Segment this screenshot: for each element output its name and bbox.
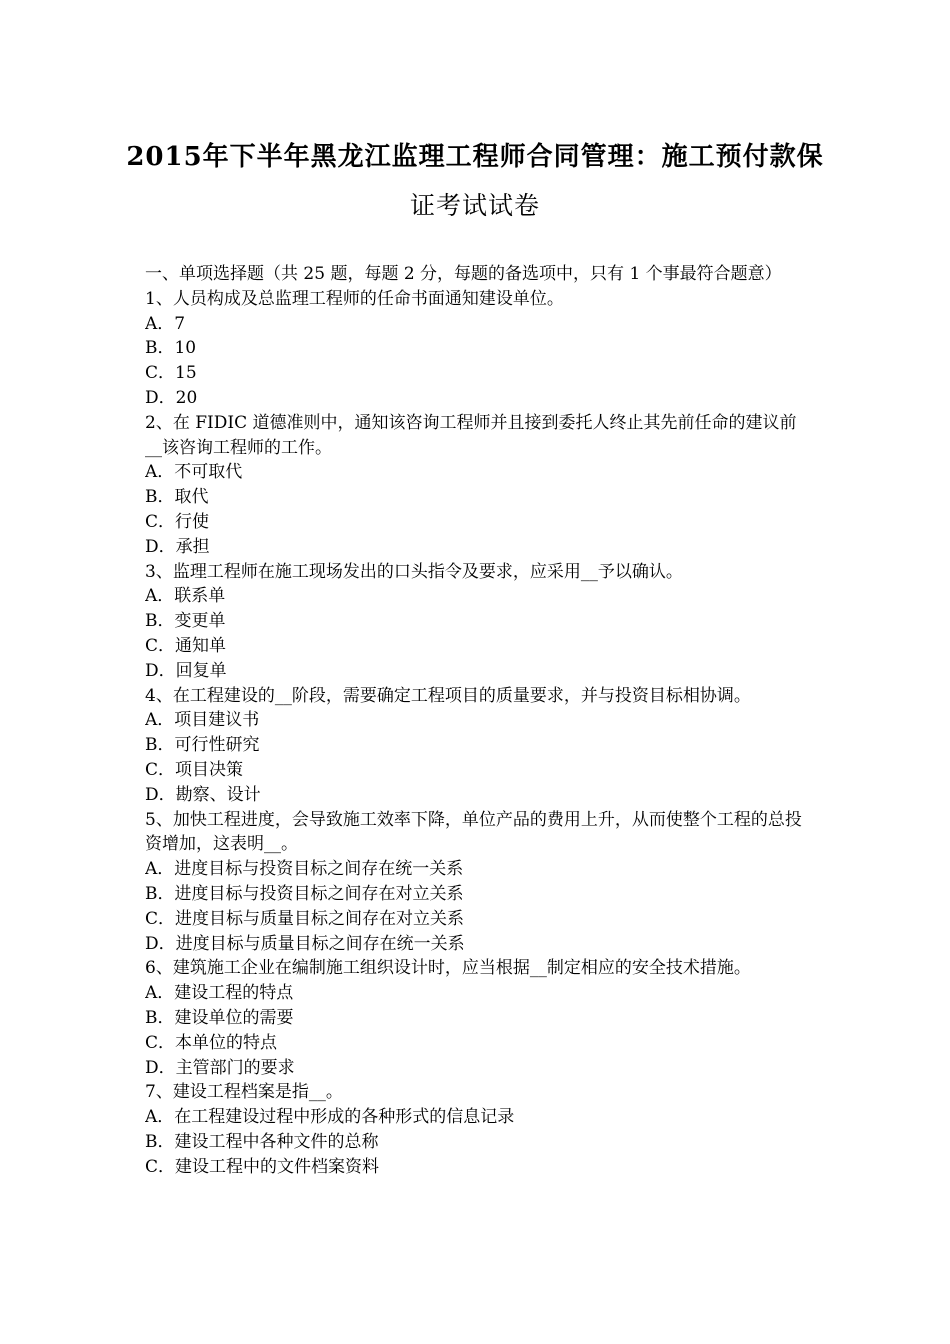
option-c: C．进度目标与质量目标之间存在对立关系 bbox=[145, 908, 465, 929]
question-stem: 4、在工程建设的__阶段，需要确定工程项目的质量要求，并与投资目标相协调。 bbox=[145, 685, 751, 706]
question-stem: 3、监理工程师在施工现场发出的口头指令及要求，应采用__予以确认。 bbox=[145, 561, 683, 582]
option-c: C．行使 bbox=[145, 511, 210, 532]
question-1 bbox=[145, 287, 810, 411]
option-d: D．回复单 bbox=[145, 660, 227, 681]
question-3 bbox=[145, 560, 810, 684]
question-stem: 5、加快工程进度，会导致施工效率下降，单位产品的费用上升，从而使整个工程的总投资增加，这表明__。 bbox=[145, 809, 802, 855]
option-b: B．10 bbox=[145, 338, 197, 359]
option-b: B．取代 bbox=[145, 487, 209, 508]
option-c: C．通知单 bbox=[145, 635, 227, 656]
option-b: B．建设工程中各种文件的总称 bbox=[145, 1131, 379, 1152]
question-stem: 6、建筑施工企业在编制施工组织设计时，应当根据__制定相应的安全技术措施。 bbox=[145, 958, 751, 979]
question-4 bbox=[145, 684, 810, 808]
option-a: A．项目建议书 bbox=[145, 710, 260, 731]
option-d: D．勘察、设计 bbox=[145, 784, 261, 805]
document-title-line-1: 2015年下半年黑龙江监理工程师合同管理：施工预付款保 bbox=[126, 142, 824, 172]
option-b: B．进度目标与投资目标之间存在对立关系 bbox=[145, 883, 464, 904]
question-stem: 7、建设工程档案是指__。 bbox=[145, 1082, 343, 1103]
option-a: A．不可取代 bbox=[145, 462, 243, 483]
question-stem: 1、人员构成及总监理工程师的任命书面通知建设单位。 bbox=[145, 288, 564, 309]
option-c: C．本单位的特点 bbox=[145, 1032, 278, 1053]
option-b: B．建设单位的需要 bbox=[145, 1007, 294, 1028]
option-b: B．变更单 bbox=[145, 611, 226, 632]
option-a: A．进度目标与投资目标之间存在统一关系 bbox=[145, 859, 464, 880]
document-body bbox=[145, 262, 810, 1179]
option-a: A．7 bbox=[145, 313, 186, 334]
option-d: D．20 bbox=[145, 387, 198, 408]
option-d: D．主管部门的要求 bbox=[145, 1057, 295, 1078]
section-heading: 一、单项选择题（共 25 题，每题 2 分，每题的备选项中，只有 1 个事最符合题意） bbox=[145, 264, 782, 284]
question-6 bbox=[145, 956, 810, 1080]
option-c: C．项目决策 bbox=[145, 759, 244, 780]
question-5 bbox=[145, 808, 810, 957]
option-d: D．进度目标与质量目标之间存在统一关系 bbox=[145, 933, 465, 954]
option-a: A．建设工程的特点 bbox=[145, 983, 294, 1004]
question-7 bbox=[145, 1080, 810, 1179]
option-c: C．建设工程中的文件档案资料 bbox=[145, 1156, 380, 1177]
question-stem: 2、在 FIDIC 道德准则中，通知该咨询工程师并且接到委托人终止其先前任命的建议前__该咨询工程师的工作。 bbox=[145, 412, 797, 458]
question-2 bbox=[145, 411, 810, 560]
option-a: A．在工程建设过程中形成的各种形式的信息记录 bbox=[145, 1107, 515, 1128]
document-title-line-2: 证考试试卷 bbox=[409, 191, 540, 220]
option-c: C．15 bbox=[145, 363, 197, 384]
option-b: B．可行性研究 bbox=[145, 735, 260, 756]
option-d: D．承担 bbox=[145, 536, 210, 557]
option-a: A．联系单 bbox=[145, 586, 226, 607]
